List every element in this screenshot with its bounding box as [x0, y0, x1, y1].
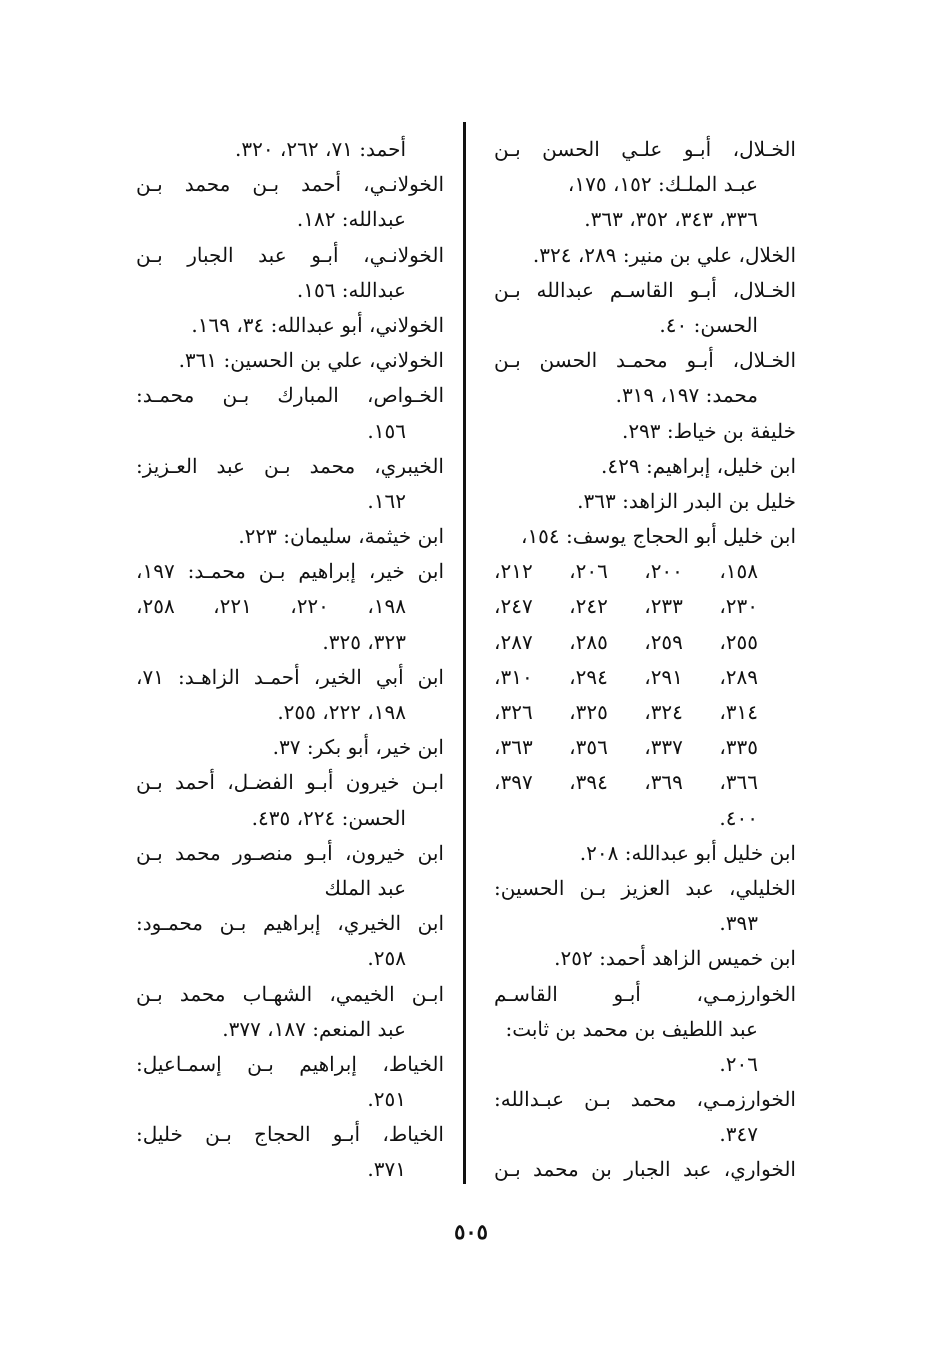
index-entry-line: ٣٣٦، ٣٤٣، ٣٥٢، ٣٦٣.	[584, 207, 758, 232]
index-entry-line: ١٥٨، ٢٠٠، ٢٠٦، ٢١٢،	[494, 559, 759, 584]
index-entry-line: ابن خيثمة، سليمان: ٢٢٣.	[238, 524, 444, 549]
index-entry-line: ٣٦٦، ٣٦٩، ٣٩٤، ٣٩٧،	[494, 770, 759, 795]
index-entry-line: ٢٨٩، ٢٩١، ٢٩٤، ٣١٠،	[494, 664, 759, 689]
index-entry-line: ١٦٢.	[367, 488, 406, 513]
index-entry-line: ٣١٤، ٣٢٤، ٣٢٥، ٣٢٦،	[494, 700, 759, 724]
index-column-right	[494, 132, 796, 1188]
index-entry-line: ابن خليل، إبراهيم: ٤٢٩.	[601, 453, 796, 478]
index-entry-line: ابـن خيرون أبـو الفضـل، أحمد بـن	[136, 770, 444, 795]
index-entry-line: عبدالله: ١٨٢.	[296, 207, 406, 232]
index-entry-line: الحسن: ٤٠.	[659, 312, 758, 337]
index-entry-line: الخولانـي، أبـو عبد الجبار بـن	[136, 242, 444, 267]
index-entry-line: الخولاني، علي بن الحسين: ٣٦١.	[178, 348, 444, 373]
index-entry-line: ابن خليل أبو الحجاج يوسف: ١٥٤،	[520, 524, 796, 549]
index-entry-line: ابن خيرون، أبـو منصـور محمد بـن	[136, 840, 444, 865]
index-entry-line: ٢٣٠، ٢٣٣، ٢٤٢، ٢٤٧،	[494, 594, 759, 619]
index-entry-line: ٣٧١.	[367, 1157, 406, 1182]
index-entry-line: محمد: ١٩٧، ٣١٩.	[615, 383, 758, 408]
index-entry-line: ابن خميس الزاهد أحمد: ٢٥٢.	[554, 946, 796, 971]
index-entry-line: الخـلال، أبـو علـي الحسن بـن	[494, 137, 796, 161]
index-entry-line: ٣٤٧.	[719, 1122, 758, 1147]
index-entry-line: الخـواص، المبارك بـن محمـد:	[136, 383, 444, 408]
index-entry-line: خليل بن البدر الزاهد: ٣٦٣.	[577, 488, 796, 513]
index-entry-line: الخواري، عبد الجبار بن محمد بـن	[494, 1157, 796, 1182]
index-entry-line: الخلال، علي بن منير: ٢٨٩، ٣٢٤.	[532, 242, 796, 267]
index-entry-line: الخولاني، أبو عبدالله: ٣٤، ١٦٩.	[191, 312, 444, 337]
index-entry-line: ٣٢٣، ٣٢٥.	[322, 629, 406, 654]
index-entry-line: الخيبري، محمد بـن عبد العـزيز:	[136, 453, 444, 478]
index-entry-line: عبد اللطيف بن محمد بن ثابت:	[505, 1016, 758, 1041]
index-entry-line: ٢٥١.	[367, 1087, 406, 1112]
index-entry-line: الخولانـي، أحمد بـن محمد بـن	[136, 172, 444, 197]
index-entry-line: ٢٠٦.	[719, 1051, 758, 1076]
index-entry-line: ٢٥٨.	[367, 946, 406, 971]
index-entry-line: أحمد: ٧١، ٢٦٢، ٣٢٠.	[234, 137, 406, 161]
index-entry-line: الحسن: ٢٢٤، ٤٣٥.	[251, 805, 406, 830]
index-entry-line: الخوارزمـي، أبـو القاسـم	[494, 981, 796, 1006]
index-entry-line: عبد المنعم: ١٨٧، ٣٧٧.	[222, 1016, 406, 1041]
index-entry-line: عبـد الملـك: ١٥٢، ١٧٥،	[567, 172, 758, 197]
index-entry-line: الخـلال، أبـو القاسـم عبدالله بـن	[494, 277, 796, 302]
index-entry-line: ٤٠٠.	[719, 805, 758, 830]
index-column-left	[136, 132, 444, 1188]
index-entry-line: الخياط، إبراهيم بـن إسمـاعيل:	[136, 1051, 444, 1076]
index-entry-line: الخـلال، أبـو محمـد الحسن بـن	[494, 348, 796, 373]
index-entry-line: الخوارزمـي، محمد بـن عبـدالله:	[494, 1087, 796, 1112]
index-entry-line: الخياط، أبـو الحجاج بـن خليل:	[136, 1122, 444, 1147]
page-number: ٥٠٥	[454, 1219, 488, 1244]
column-divider	[463, 122, 466, 1184]
index-entry-line: ابن خير، إبراهيم بـن محمـد: ١٩٧،	[136, 559, 444, 584]
index-entry-line: عبدالله: ١٥٦.	[296, 277, 406, 302]
index-entry-line: عبد الملك	[324, 875, 406, 900]
index-entry-line: ابن الخيري، إبراهيم بـن محمـود:	[136, 911, 444, 936]
index-entry-line: ٢٥٥، ٢٥٩، ٢٨٥، ٢٨٧،	[494, 629, 759, 654]
index-entry-line: ابن أبي الخير، أحمـد الزاهـد: ٧١،	[136, 664, 444, 689]
index-entry-line: ٣٩٣.	[719, 911, 758, 936]
index-entry-line: ابـن الخيمي، الشهـاب محمد بـن	[136, 981, 444, 1006]
index-entry-line: ١٩٨، ٢٢٠، ٢٢١، ٢٥٨،	[136, 594, 407, 619]
index-entry-line: ابن خير، أبو بكر: ٣٧.	[272, 735, 444, 760]
index-entry-line: ابن خليل أبو عبدالله: ٢٠٨.	[579, 840, 796, 865]
index-entry-line: ١٥٦.	[367, 418, 406, 443]
index-entry-line: خليفة بن خياط: ٢٩٣.	[621, 418, 796, 443]
index-entry-line: ٣٣٥، ٣٣٧، ٣٥٦، ٣٦٣،	[494, 735, 759, 760]
index-entry-line: ١٩٨، ٢٢٢، ٢٥٥.	[277, 700, 406, 724]
index-entry-line: الخليلي، عبد العزيز بـن الحسين:	[494, 875, 796, 900]
